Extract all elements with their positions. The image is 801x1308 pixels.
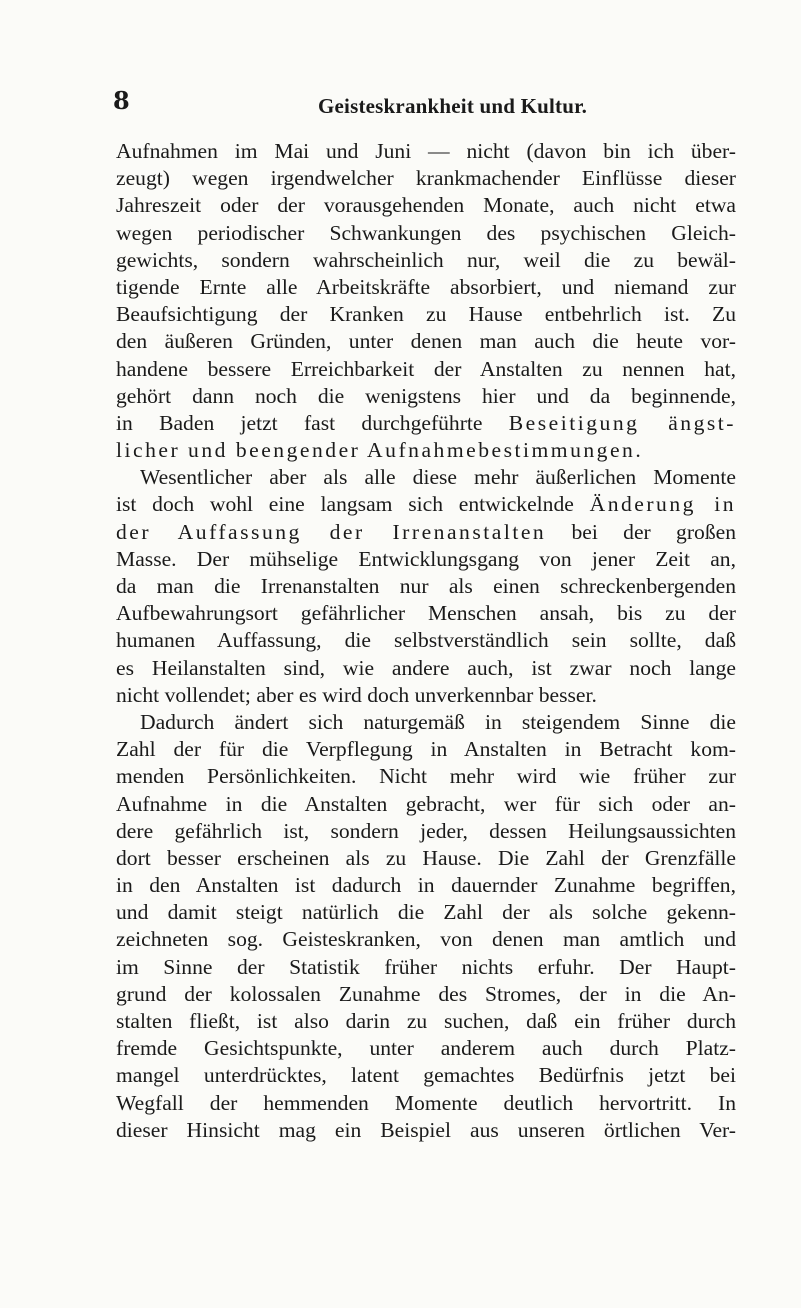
text-line: Masse. Der mühselige Entwicklungsgang von jener Zeit an, <box>116 546 736 571</box>
text-line <box>116 519 736 546</box>
text-line: Zahl der für die Verpflegung in Anstalten in Betracht kom- <box>116 737 736 762</box>
text-line: mangel unterdrücktes, latent gemachtes Bedürfnis jetzt bei <box>116 1063 736 1088</box>
emphasized-text: Beseitigung ängst- <box>508 410 736 435</box>
text-line <box>116 491 736 518</box>
text-line: wegen periodischer Schwankungen des psychischen Gleich- <box>116 220 736 245</box>
page-number: 8 <box>113 86 130 115</box>
text-line: Beaufsichtigung der Kranken zu Hause entbehrlich ist. Zu <box>116 302 736 327</box>
text-line: und damit steigt natürlich die Zahl der als solche gekenn- <box>116 900 736 925</box>
text-line: Jahreszeit oder der vorausgehenden Monate, auch nicht etwa <box>116 193 736 218</box>
text-line: gewichts, sondern wahrscheinlich nur, weil die zu bewäl- <box>116 247 736 272</box>
text-line: menden Persönlichkeiten. Nicht mehr wird wie früher zur <box>116 764 736 789</box>
emphasized-text: Änderung in <box>589 492 736 517</box>
text-run: in Baden jetzt fast durchgeführte <box>116 410 509 435</box>
paragraph-start-line: Wesentlicher aber als alle diese mehr äußerlichen Momente <box>140 465 736 490</box>
text-line: zeugt) wegen irgendwelcher krankmachender Einflüsse dieser <box>116 166 736 191</box>
text-line: tigende Ernte alle Arbeitskräfte absorbiert, und niemand zur <box>116 274 736 299</box>
text-line: humanen Auffassung, die selbstverständlich sein sollte, daß <box>116 628 736 653</box>
text-line: Aufbewahrungsort gefährlicher Menschen ansah, bis zu der <box>116 601 736 626</box>
text-run: ist doch wohl eine langsam sich entwickelnde <box>116 492 590 517</box>
text-line: den äußeren Gründen, unter denen man auch die heute vor- <box>116 329 736 354</box>
text-line: dere gefährlich ist, sondern jeder, dessen Heilungsaussichten <box>116 818 736 843</box>
text-line: nicht vollendet; aber es wird doch unverkennbar besser. <box>116 682 597 707</box>
text-line: im Sinne der Statistik früher nichts erfuhr. Der Haupt- <box>116 954 736 979</box>
text-line: stalten fließt, ist also darin zu suchen, daß ein früher durch <box>116 1009 736 1033</box>
text-line: Wegfall der hemmenden Momente deutlich hervortritt. In <box>116 1090 736 1115</box>
text-line: in den Anstalten ist dadurch in dauernder Zunahme begriffen, <box>116 873 736 898</box>
running-head: Geisteskrankheit und Kultur. <box>318 94 588 118</box>
text-line: Aufnahme in die Anstalten gebracht, wer für sich oder an- <box>116 791 736 816</box>
text-line: Aufnahmen im Mai und Juni — nicht (davon bin ich über- <box>116 139 736 163</box>
text-line: zeichneten sog. Geisteskranken, von denen man amtlich und <box>116 927 736 952</box>
text-run: bei der großen <box>546 519 736 544</box>
emphasized-text: licher und beengender Aufnahmebestimmungen. <box>116 438 644 463</box>
text-line: dort besser erscheinen als zu Hause. Die Zahl der Grenzfälle <box>116 845 736 870</box>
text-line <box>116 437 736 464</box>
emphasized-text: der Auffassung der Irrenanstalten <box>116 519 547 544</box>
text-line: fremde Gesichtspunkte, unter anderem auch durch Platz- <box>116 1036 736 1061</box>
text-line: handene bessere Erreichbarkeit der Anstalten zu nennen hat, <box>116 356 736 381</box>
text-line: da man die Irrenanstalten nur als einen schreckenbergenden <box>116 574 736 598</box>
text-line: gehört dann noch die wenigstens hier und da beginnende, <box>116 383 736 408</box>
body-text <box>116 138 736 1144</box>
text-line: dieser Hinsicht mag ein Beispiel aus unseren örtlichen Ver- <box>116 1117 736 1142</box>
text-line: grund der kolossalen Zunahme des Stromes, der in die An- <box>116 981 736 1006</box>
text-line: es Heilanstalten sind, wie andere auch, ist zwar noch lange <box>116 655 736 680</box>
paragraph-start-line: Dadurch ändert sich naturgemäß in steigendem Sinne die <box>140 709 736 734</box>
text-line <box>116 410 736 437</box>
